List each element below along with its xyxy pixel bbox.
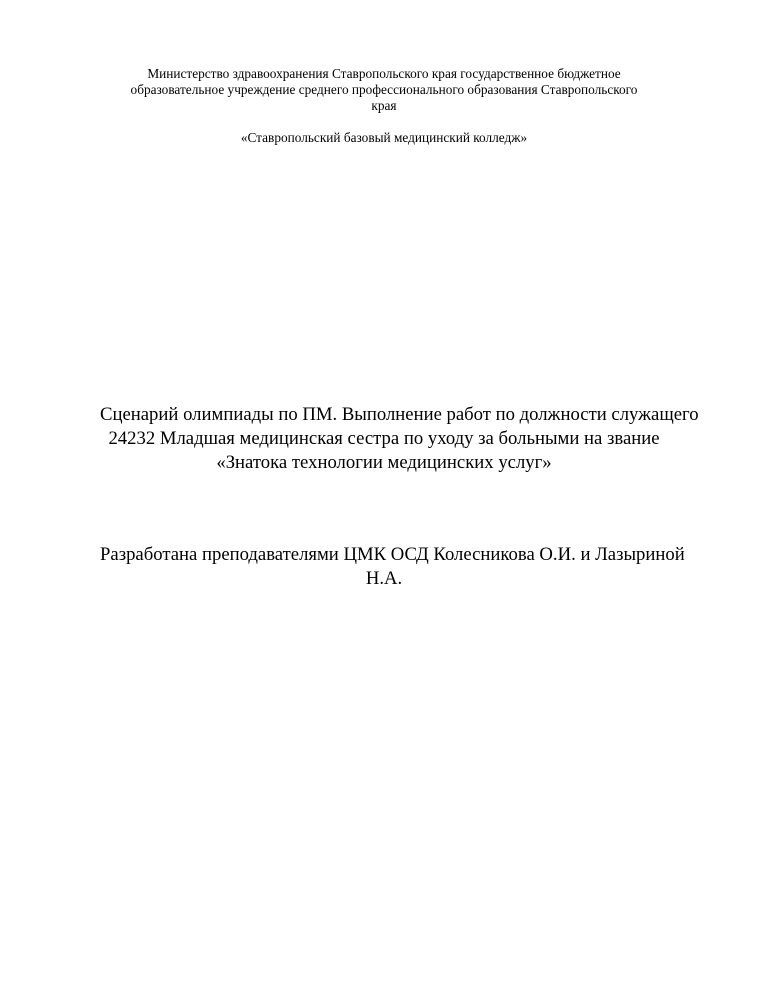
document-title-line-1: Сценарий олимпиады по ПМ. Выполнение работ по должности служащего (100, 404, 699, 425)
ministry-header (100, 66, 668, 114)
ministry-header-line-2: образовательное учреждение среднего профессионального образования Ставропольского (130, 82, 638, 97)
ministry-header-line-3: края (371, 98, 397, 113)
document-title (100, 403, 699, 475)
authors-note-line-1: Разработана преподавателями ЦМК ОСД Колесникова О.И. и Лазыриной (100, 544, 685, 565)
authors-note-line-2: Н.А. (365, 568, 403, 589)
college-name: «Ставропольский базовый медицинский колледж» (240, 130, 528, 145)
ministry-header-line-1: Министерство здравоохранения Ставропольского края государственное бюджетное (147, 66, 621, 81)
document-title-line-3: «Знатока технологии медицинских услуг» (216, 452, 552, 473)
document-title-line-2: 24232 Младшая медицинская сестра по уходу за больными на звание (108, 428, 660, 449)
authors-note (100, 543, 685, 591)
